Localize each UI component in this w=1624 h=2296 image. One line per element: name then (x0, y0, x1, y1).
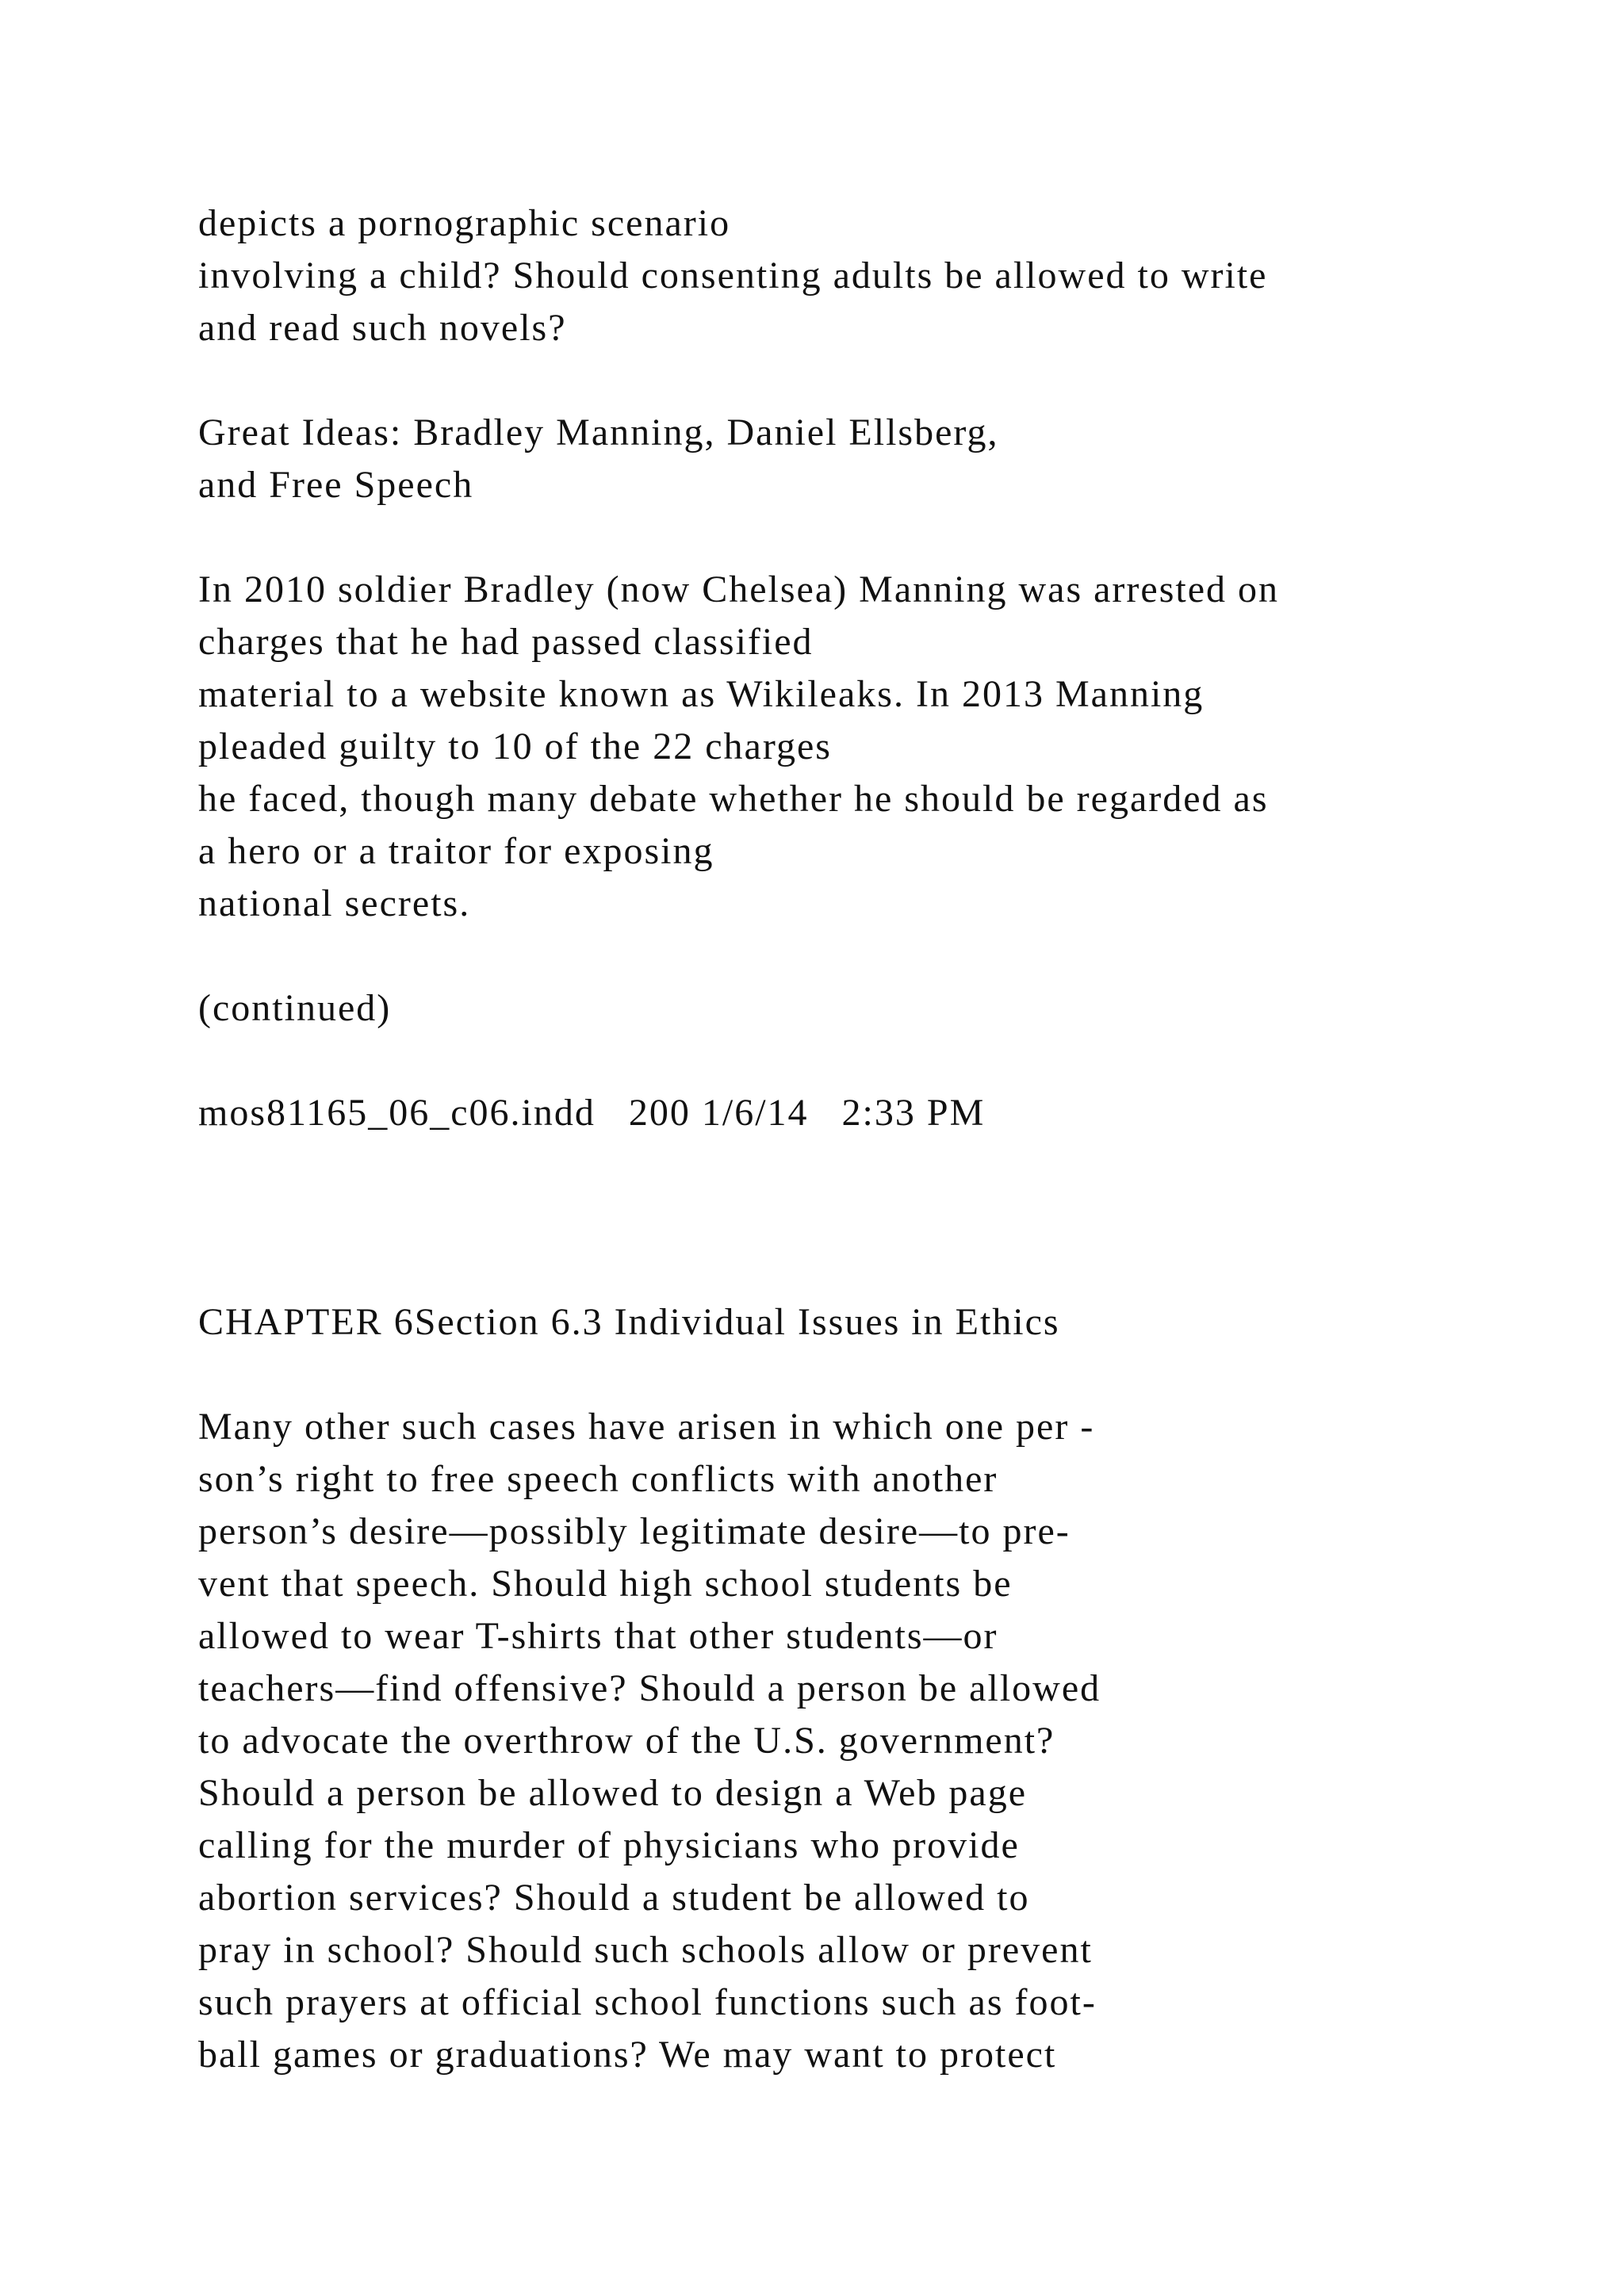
text-line: he faced, though many debate whether he should be regarded as (198, 778, 1269, 820)
text-line: charges that he had passed classified (198, 621, 814, 663)
text-line: a hero or a traitor for exposing (198, 830, 714, 872)
text-line: person’s desire—possibly legitimate desire—to pre- (198, 1510, 1071, 1552)
text-line: calling for the murder of physicians who provide (198, 1824, 1020, 1866)
text-line: involving a child? Should consenting adults be allowed to write (198, 254, 1268, 297)
text-line: depicts a pornographic scenario (198, 202, 731, 244)
text-line: national secrets. (198, 882, 471, 924)
continued-note: (continued) (198, 987, 392, 1029)
text-line: pleaded guilty to 10 of the 22 charges (198, 725, 832, 767)
text-line: to advocate the overthrow of the U.S. government? (198, 1720, 1055, 1762)
text-line: Many other such cases have arisen in which one per - (198, 1406, 1095, 1448)
section-heading: Great Ideas: Bradley Manning, Daniel Ellsberg, (198, 411, 999, 453)
text-line: ball games or graduations? We may want to protect (198, 2034, 1057, 2076)
text-line: teachers—find offensive? Should a person be allowed (198, 1667, 1101, 1709)
text-line: material to a website known as Wikileaks. In 2013 Manning (198, 673, 1205, 715)
text-line: allowed to wear T-shirts that other students—or (198, 1615, 998, 1657)
section-heading: and Free Speech (198, 464, 474, 506)
text-line: In 2010 soldier Bradley (now Chelsea) Manning was arrested on (198, 568, 1280, 610)
text-line: Should a person be allowed to design a Web page (198, 1772, 1028, 1814)
text-line: son’s right to free speech conflicts with another (198, 1458, 998, 1500)
text-line: vent that speech. Should high school students be (198, 1563, 1013, 1605)
text-line: abortion services? Should a student be allowed to (198, 1877, 1030, 1919)
chapter-heading: CHAPTER 6Section 6.3 Individual Issues in Ethics (198, 1301, 1060, 1343)
text-line: pray in school? Should such schools allow or prevent (198, 1929, 1093, 1971)
text-line: and read such novels? (198, 307, 567, 349)
text-line: such prayers at official school functions such as foot- (198, 1981, 1097, 2023)
file-footer: mos81165_06_c06.indd 200 1/6/14 2:33 PM (198, 1092, 986, 1134)
